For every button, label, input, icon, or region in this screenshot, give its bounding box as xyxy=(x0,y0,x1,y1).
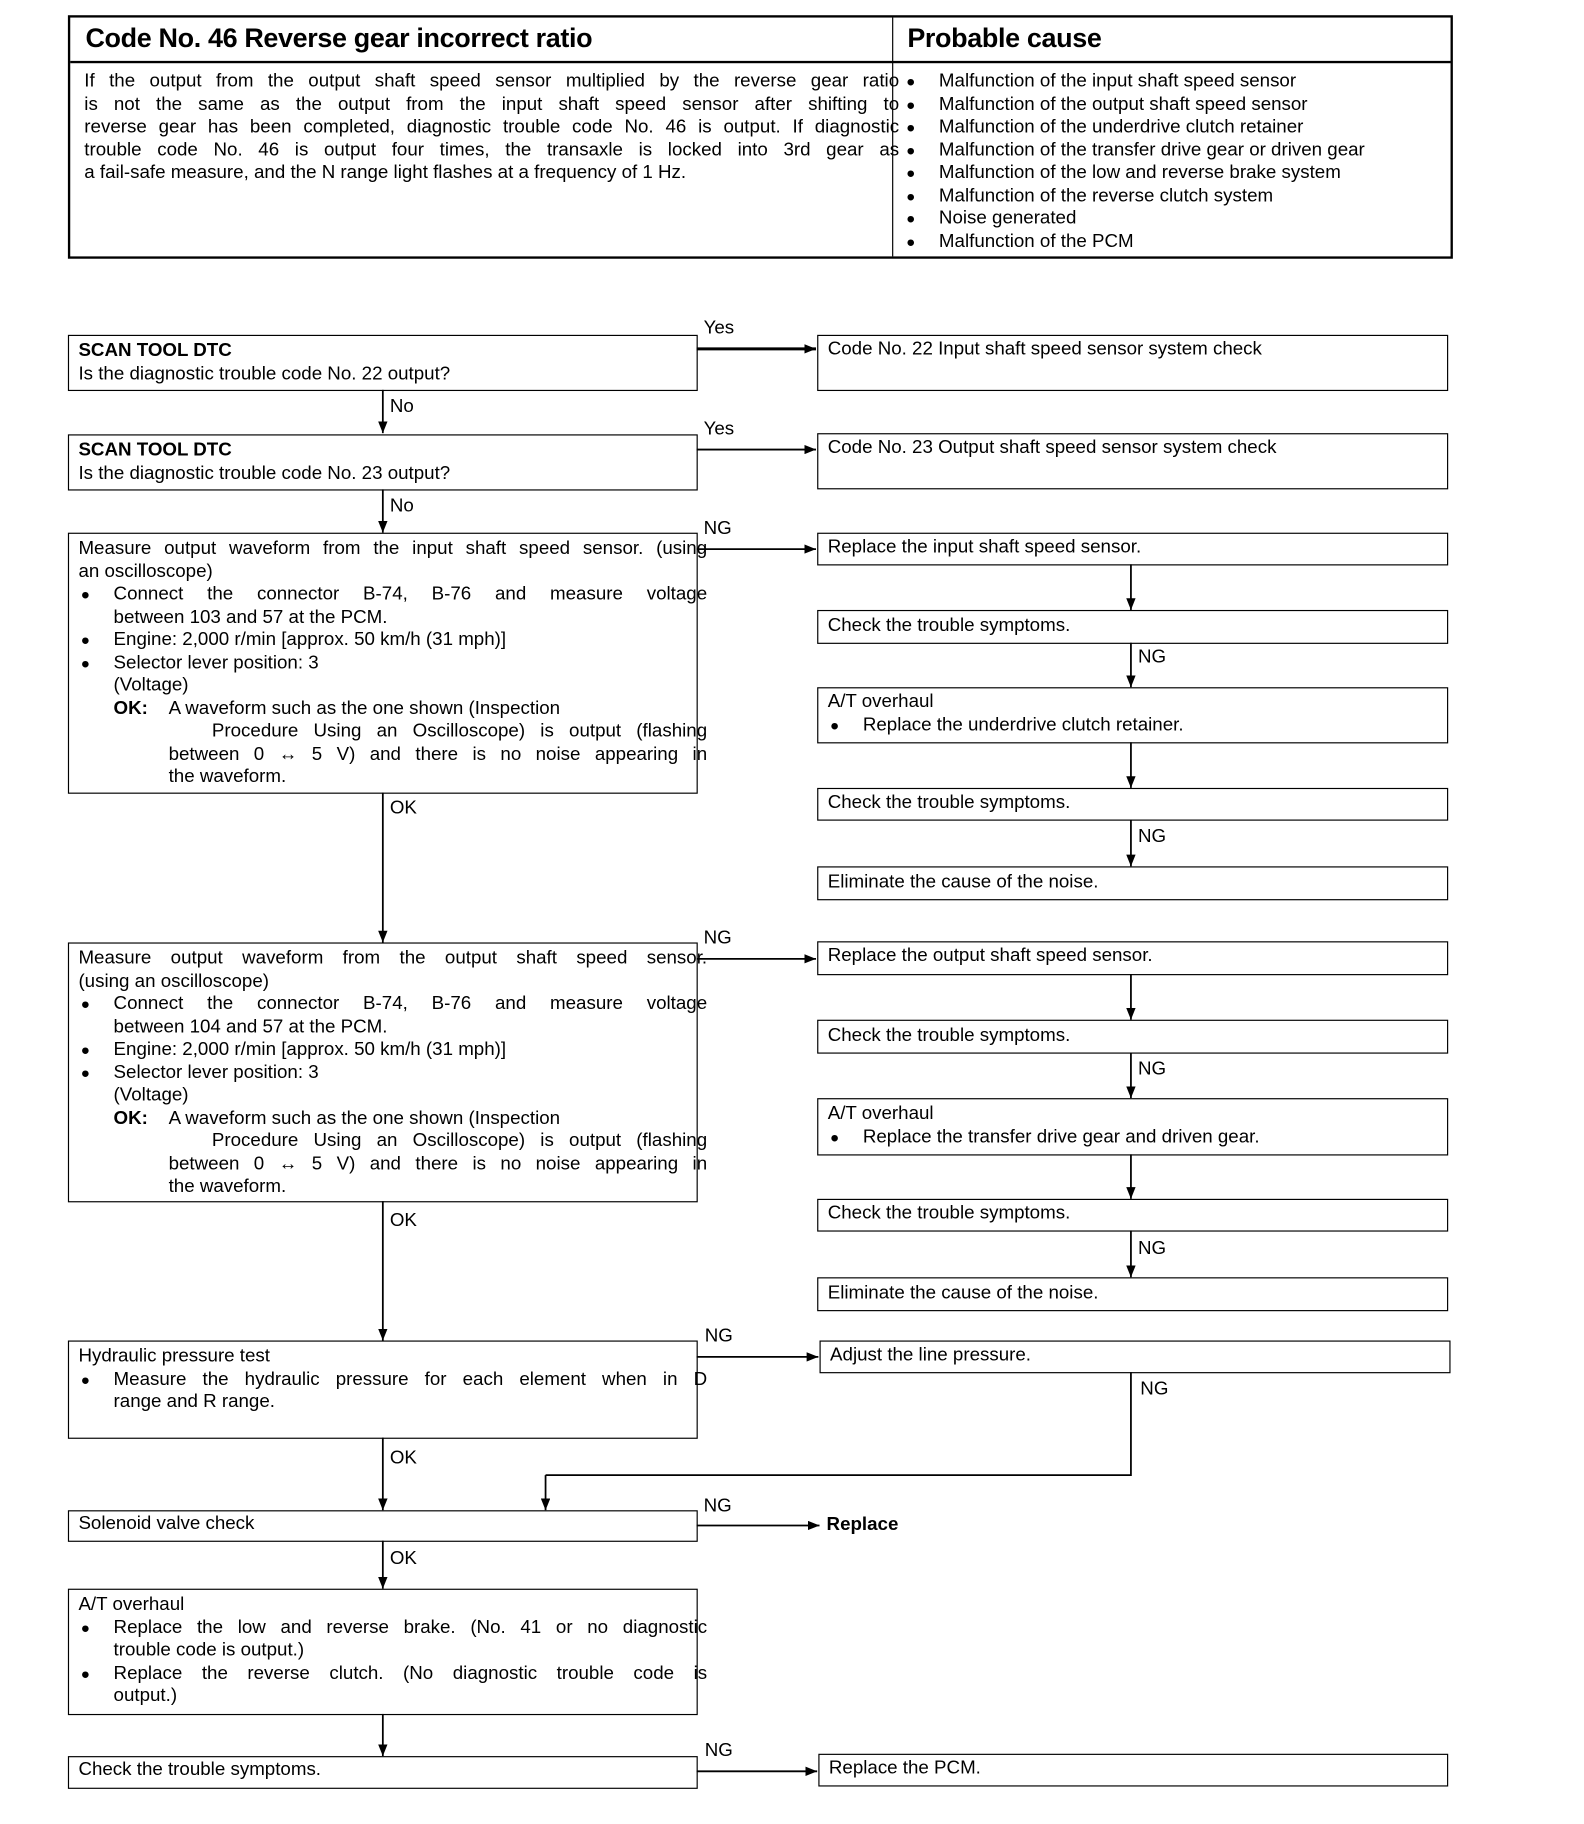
box-text: Eliminate the cause of the noise. xyxy=(827,872,1099,893)
ng-label: NG xyxy=(1140,1379,1169,1400)
ng-label: NG xyxy=(703,928,732,949)
box-text: Replace the input shaft speed sensor. xyxy=(827,537,1142,558)
cause-item: ● Malfunction of the input shaft speed sensor xyxy=(904,70,1454,93)
description-line: If the output from the output shaft speed sensor multiplied by the reverse gear ratio xyxy=(84,71,900,92)
code22-check-box[interactable] xyxy=(817,335,1448,391)
box-text: the waveform. xyxy=(168,766,287,787)
box-text: Check the trouble symptoms. xyxy=(827,1025,1071,1046)
check-symptoms-box xyxy=(817,1020,1448,1054)
cause-item: ● Malfunction of the output shaft speed sensor xyxy=(904,93,1454,116)
box-title: A/T overhaul xyxy=(827,691,934,712)
box-text: Code No. 23 Output shaft speed sensor system check xyxy=(827,437,1277,458)
replace-output-sensor-box xyxy=(817,941,1448,975)
box-text: between 0 ↔ 5 V) and there is no noise appearing in xyxy=(168,1153,708,1174)
ok-criterion-label: OK: xyxy=(113,698,148,719)
box-title: SCAN TOOL DTC xyxy=(78,440,232,461)
bullet-item: ● Selector lever position: 3 xyxy=(78,652,707,675)
box-text: A waveform such as the one shown (Inspection xyxy=(168,698,561,719)
code23-check-box[interactable] xyxy=(817,433,1448,489)
box-text: Replace the output shaft speed sensor. xyxy=(827,945,1153,966)
solenoid-check-box xyxy=(68,1510,698,1542)
ok-label: OK xyxy=(389,798,417,819)
output-waveform-box xyxy=(68,942,708,1202)
adjust-line-pressure-box xyxy=(820,1340,1451,1373)
ok-label: OK xyxy=(389,1548,417,1569)
replace-pcm-box xyxy=(818,1754,1448,1787)
box-text: trouble code is output.) xyxy=(113,1640,305,1661)
box-text: Check the trouble symptoms. xyxy=(827,1203,1071,1224)
eliminate-noise-box xyxy=(817,1277,1448,1311)
ng-label: NG xyxy=(1137,826,1167,847)
eliminate-noise-box xyxy=(817,866,1448,900)
bullet-item: ● Connect the connector B-74, B-76 and measure voltage xyxy=(78,993,707,1016)
box-text: range and R range. xyxy=(113,1391,275,1412)
bullet-item: ● Selector lever position: 3 xyxy=(78,1061,707,1084)
ng-label: NG xyxy=(1137,647,1167,668)
ng-label: NG xyxy=(704,1326,733,1347)
box-text: between 103 and 57 at the PCM. xyxy=(113,607,388,627)
no-label: No xyxy=(389,396,414,417)
description-line: reverse gear has been completed, diagnostic trouble code No. 46 is output. If diagnostic xyxy=(84,117,900,137)
dtc23-check-box xyxy=(68,434,698,490)
replace-label: Replace xyxy=(826,1514,899,1535)
cause-item: ● Noise generated xyxy=(904,207,1454,230)
box-text: Measure output waveform from the input shaft speed sensor. (using xyxy=(78,538,708,559)
box-title: Hydraulic pressure test xyxy=(78,1346,270,1367)
bullet-item: ● Replace the low and reverse brake. (No. 41 or no diagnostic xyxy=(78,1616,707,1639)
box-text: (Voltage) xyxy=(113,675,189,696)
box-text: (Voltage) xyxy=(113,1085,189,1106)
no-label: No xyxy=(389,496,414,517)
ng-label: NG xyxy=(704,1740,733,1761)
box-text: Is the diagnostic trouble code No. 22 output? xyxy=(78,363,451,384)
ng-label: NG xyxy=(1137,1238,1167,1259)
box-text: output.) xyxy=(113,1685,178,1706)
description-line: trouble code No. 46 is output four times, the transaxle is locked into 3rd gear as xyxy=(84,139,900,160)
box-text: Procedure Using an Oscilloscope) is output (flashing xyxy=(211,1130,708,1151)
bullet-item: ● Replace the transfer drive gear and driven gear. xyxy=(828,1126,1457,1149)
box-title: A/T overhaul xyxy=(78,1594,185,1615)
check-symptoms-box xyxy=(817,1199,1448,1232)
box-text: Measure output waveform from the output shaft speed sensor. xyxy=(78,948,708,969)
ok-criterion-label: OK: xyxy=(113,1108,148,1128)
box-text: Eliminate the cause of the noise. xyxy=(827,1283,1099,1304)
ng-label: NG xyxy=(703,1496,732,1517)
cause-item: ● Malfunction of the underdrive clutch retainer xyxy=(904,116,1454,139)
check-symptoms-box xyxy=(817,788,1448,821)
probable-cause-title: Probable cause xyxy=(907,22,1102,53)
box-text: between 104 and 57 at the PCM. xyxy=(113,1016,388,1037)
overhaul-underdrive-box xyxy=(817,687,1448,743)
cause-item: ● Malfunction of the reverse clutch system xyxy=(904,184,1454,207)
ng-label: NG xyxy=(703,518,732,539)
bullet-item: ● Measure the hydraulic pressure for each element when in D xyxy=(78,1368,707,1391)
cause-item: ● Malfunction of the transfer drive gear or driven gear xyxy=(904,139,1454,162)
bullet-item: ● Engine: 2,000 r/min [approx. 50 km/h (31 mph)] xyxy=(78,629,707,652)
ok-label: OK xyxy=(389,1448,417,1469)
box-text: A waveform such as the one shown (Inspection xyxy=(168,1108,561,1128)
check-symptoms-box xyxy=(68,1756,698,1789)
box-text: (using an oscilloscope) xyxy=(78,971,269,992)
box-text: Check the trouble symptoms. xyxy=(827,615,1071,636)
box-text: Check the trouble symptoms. xyxy=(78,1759,322,1780)
box-text: Code No. 22 Input shaft speed sensor system check xyxy=(827,339,1262,360)
ok-label: OK xyxy=(389,1210,417,1231)
code-title: Code No. 46 Reverse gear incorrect ratio xyxy=(85,22,593,53)
bullet-item: ● Connect the connector B-74, B-76 and measure voltage xyxy=(78,583,707,606)
box-text: Solenoid valve check xyxy=(78,1513,255,1534)
overhaul-transfer-gear-box xyxy=(817,1098,1448,1155)
cause-item: ● Malfunction of the PCM xyxy=(904,230,1454,253)
box-text: Check the trouble symptoms. xyxy=(827,792,1071,813)
box-text: between 0 ↔ 5 V) and there is no noise appearing in xyxy=(168,743,708,764)
overhaul-box xyxy=(68,1589,708,1715)
box-text: the waveform. xyxy=(168,1176,287,1197)
box-title: SCAN TOOL DTC xyxy=(78,340,232,361)
bullet-item: ● Replace the reverse clutch. (No diagnostic trouble code is xyxy=(78,1662,707,1685)
yes-label: Yes xyxy=(703,419,735,440)
bullet-item: ● Replace the underdrive clutch retainer. xyxy=(828,714,1457,737)
box-text: an oscilloscope) xyxy=(78,561,213,582)
box-text: Adjust the line pressure. xyxy=(830,1345,1032,1366)
yes-label: Yes xyxy=(703,318,735,339)
bullet-item: ● Engine: 2,000 r/min [approx. 50 km/h (31 mph)] xyxy=(78,1038,707,1061)
cause-item: ● Malfunction of the low and reverse brake system xyxy=(904,162,1454,185)
input-waveform-box xyxy=(68,533,708,794)
box-text: Replace the PCM. xyxy=(828,1758,981,1779)
description-line: is not the same as the output from the input shaft speed sensor after shifting to xyxy=(84,94,900,115)
description-line: a fail-safe measure, and the N range light flashes at a frequency of 1 Hz. xyxy=(84,162,687,183)
check-symptoms-box xyxy=(817,610,1448,644)
box-text: Is the diagnostic trouble code No. 23 output? xyxy=(78,463,451,483)
dtc22-check-box xyxy=(68,335,698,391)
box-title: A/T overhaul xyxy=(827,1103,934,1124)
box-text: Procedure Using an Oscilloscope) is output (flashing xyxy=(211,721,708,742)
replace-input-sensor-box xyxy=(817,533,1448,566)
hydraulic-test-box xyxy=(68,1340,708,1438)
ng-label: NG xyxy=(1137,1059,1167,1080)
